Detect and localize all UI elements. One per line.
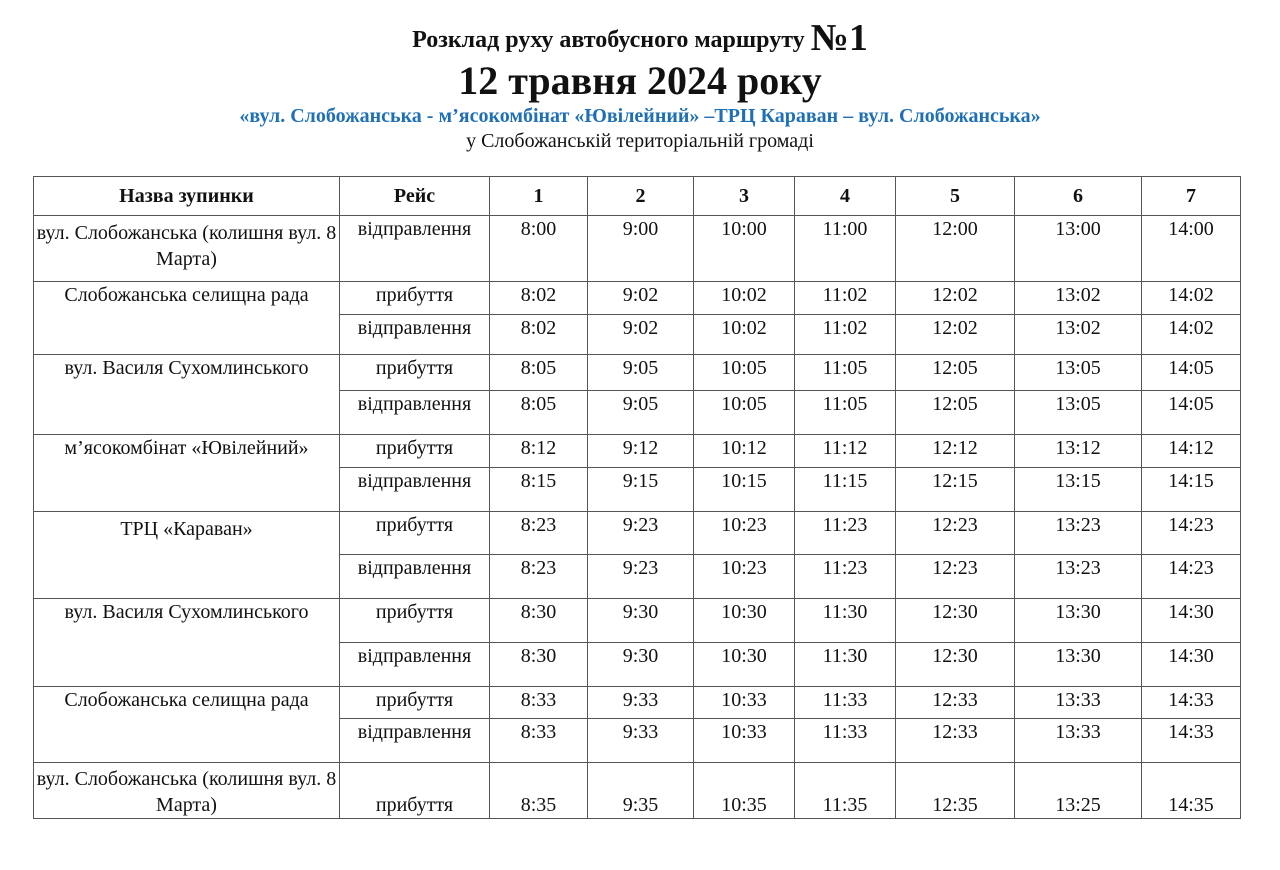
table-row bbox=[34, 763, 1241, 819]
time-cell: 13:23 bbox=[1015, 512, 1142, 555]
time-cell: 14:05 bbox=[1142, 391, 1241, 435]
header-trip-1: 1 bbox=[490, 177, 588, 216]
time-cell: 11:02 bbox=[795, 315, 896, 355]
time-cell: 10:33 bbox=[694, 719, 795, 763]
time-cell: 9:23 bbox=[588, 512, 694, 555]
time-cell: 14:33 bbox=[1142, 687, 1241, 719]
time-cell: 11:30 bbox=[795, 643, 896, 687]
time-cell: 13:00 bbox=[1015, 216, 1142, 282]
stop-name: вул. Василя Сухомлинського bbox=[34, 355, 340, 435]
time-cell: 10:05 bbox=[694, 355, 795, 391]
table-row bbox=[34, 282, 1241, 315]
time-cell: 11:23 bbox=[795, 512, 896, 555]
time-cell: 8:23 bbox=[490, 512, 588, 555]
stop-name: м’ясокомбінат «Ювілейний» bbox=[34, 435, 340, 512]
time-cell: 8:00 bbox=[490, 216, 588, 282]
time-cell: 11:33 bbox=[795, 719, 896, 763]
time-cell: 10:02 bbox=[694, 315, 795, 355]
trip-type: прибуття bbox=[340, 512, 490, 555]
time-cell: 8:30 bbox=[490, 599, 588, 643]
time-cell: 12:05 bbox=[896, 391, 1015, 435]
time-cell: 10:02 bbox=[694, 282, 795, 315]
table-header-row bbox=[34, 177, 1241, 216]
time-cell: 9:33 bbox=[588, 687, 694, 719]
time-cell: 9:30 bbox=[588, 643, 694, 687]
time-cell: 8:02 bbox=[490, 315, 588, 355]
trip-type: прибуття bbox=[340, 763, 490, 819]
time-cell: 14:35 bbox=[1142, 763, 1241, 819]
trip-type: відправлення bbox=[340, 643, 490, 687]
time-cell: 11:02 bbox=[795, 282, 896, 315]
trip-type: прибуття bbox=[340, 687, 490, 719]
time-cell: 13:05 bbox=[1015, 391, 1142, 435]
route-description: «вул. Слобожанська - м’ясокомбінат «Ювілейний» –ТРЦ Караван – вул. Слобожанська» bbox=[239, 105, 1041, 127]
community-subtitle: у Слобожанській територіальній громаді bbox=[466, 130, 814, 152]
time-cell: 12:00 bbox=[896, 216, 1015, 282]
trip-type: відправлення bbox=[340, 555, 490, 599]
time-cell: 13:30 bbox=[1015, 643, 1142, 687]
trip-type: відправлення bbox=[340, 315, 490, 355]
time-cell: 8:15 bbox=[490, 468, 588, 512]
time-cell: 12:23 bbox=[896, 512, 1015, 555]
table-row bbox=[34, 355, 1241, 391]
time-cell: 12:33 bbox=[896, 687, 1015, 719]
time-cell: 14:05 bbox=[1142, 355, 1241, 391]
time-cell: 10:30 bbox=[694, 643, 795, 687]
time-cell: 9:02 bbox=[588, 315, 694, 355]
time-cell: 10:30 bbox=[694, 599, 795, 643]
time-cell: 14:30 bbox=[1142, 599, 1241, 643]
time-cell: 9:00 bbox=[588, 216, 694, 282]
time-cell: 9:05 bbox=[588, 355, 694, 391]
time-cell: 8:05 bbox=[490, 391, 588, 435]
time-cell: 9:15 bbox=[588, 468, 694, 512]
time-cell: 10:15 bbox=[694, 468, 795, 512]
time-cell: 13:30 bbox=[1015, 599, 1142, 643]
time-cell: 11:35 bbox=[795, 763, 896, 819]
trip-type: прибуття bbox=[340, 355, 490, 391]
time-cell: 10:23 bbox=[694, 555, 795, 599]
time-cell: 9:30 bbox=[588, 599, 694, 643]
time-cell: 10:05 bbox=[694, 391, 795, 435]
time-cell: 12:02 bbox=[896, 282, 1015, 315]
time-cell: 9:33 bbox=[588, 719, 694, 763]
time-cell: 8:12 bbox=[490, 435, 588, 468]
time-cell: 14:02 bbox=[1142, 282, 1241, 315]
time-cell: 13:25 bbox=[1015, 763, 1142, 819]
header-trip-6: 6 bbox=[1015, 177, 1142, 216]
time-cell: 9:12 bbox=[588, 435, 694, 468]
header-trip-2: 2 bbox=[588, 177, 694, 216]
time-cell: 8:33 bbox=[490, 719, 588, 763]
header-stop-name: Назва зупинки bbox=[34, 177, 340, 216]
time-cell: 12:23 bbox=[896, 555, 1015, 599]
stop-name: вул. Слобожанська (колишня вул. 8 Марта) bbox=[34, 763, 340, 819]
stop-name: Слобожанська селищна рада bbox=[34, 687, 340, 763]
time-cell: 8:33 bbox=[490, 687, 588, 719]
time-cell: 9:05 bbox=[588, 391, 694, 435]
time-cell: 12:30 bbox=[896, 599, 1015, 643]
time-cell: 8:05 bbox=[490, 355, 588, 391]
time-cell: 13:12 bbox=[1015, 435, 1142, 468]
time-cell: 9:35 bbox=[588, 763, 694, 819]
time-cell: 11:00 bbox=[795, 216, 896, 282]
time-cell: 12:05 bbox=[896, 355, 1015, 391]
time-cell: 14:02 bbox=[1142, 315, 1241, 355]
time-cell: 14:30 bbox=[1142, 643, 1241, 687]
schedule-title bbox=[0, 18, 1280, 60]
stop-name: Слобожанська селищна рада bbox=[34, 282, 340, 355]
time-cell: 11:23 bbox=[795, 555, 896, 599]
time-cell: 13:15 bbox=[1015, 468, 1142, 512]
schedule-date: 12 травня 2024 року bbox=[458, 58, 822, 103]
time-cell: 10:00 bbox=[694, 216, 795, 282]
time-cell: 9:02 bbox=[588, 282, 694, 315]
time-cell: 11:12 bbox=[795, 435, 896, 468]
trip-type: відправлення bbox=[340, 216, 490, 282]
trip-type: прибуття bbox=[340, 282, 490, 315]
time-cell: 14:23 bbox=[1142, 512, 1241, 555]
schedule-table bbox=[33, 176, 1241, 819]
time-cell: 11:05 bbox=[795, 391, 896, 435]
header-trip-3: 3 bbox=[694, 177, 795, 216]
trip-type: відправлення bbox=[340, 719, 490, 763]
table-body bbox=[34, 216, 1241, 819]
trip-type: прибуття bbox=[340, 435, 490, 468]
time-cell: 12:30 bbox=[896, 643, 1015, 687]
stop-name: вул. Василя Сухомлинського bbox=[34, 599, 340, 687]
time-cell: 14:33 bbox=[1142, 719, 1241, 763]
schedule-title-text: Розклад руху автобусного маршруту bbox=[412, 27, 811, 53]
time-cell: 10:12 bbox=[694, 435, 795, 468]
time-cell: 12:33 bbox=[896, 719, 1015, 763]
table-row bbox=[34, 435, 1241, 468]
time-cell: 11:30 bbox=[795, 599, 896, 643]
header-trip-type: Рейс bbox=[340, 177, 490, 216]
time-cell: 13:33 bbox=[1015, 687, 1142, 719]
time-cell: 10:35 bbox=[694, 763, 795, 819]
header-trip-4: 4 bbox=[795, 177, 896, 216]
time-cell: 13:33 bbox=[1015, 719, 1142, 763]
stop-name: вул. Слобожанська (колишня вул. 8 Марта) bbox=[34, 216, 340, 282]
time-cell: 11:05 bbox=[795, 355, 896, 391]
time-cell: 12:15 bbox=[896, 468, 1015, 512]
header-trip-5: 5 bbox=[896, 177, 1015, 216]
time-cell: 12:35 bbox=[896, 763, 1015, 819]
trip-type: відправлення bbox=[340, 391, 490, 435]
table-row bbox=[34, 216, 1241, 282]
trip-type: прибуття bbox=[340, 599, 490, 643]
time-cell: 13:02 bbox=[1015, 282, 1142, 315]
time-cell: 9:23 bbox=[588, 555, 694, 599]
time-cell: 13:23 bbox=[1015, 555, 1142, 599]
time-cell: 11:33 bbox=[795, 687, 896, 719]
time-cell: 11:15 bbox=[795, 468, 896, 512]
route-number: №1 bbox=[810, 17, 868, 59]
time-cell: 14:15 bbox=[1142, 468, 1241, 512]
time-cell: 13:02 bbox=[1015, 315, 1142, 355]
time-cell: 8:02 bbox=[490, 282, 588, 315]
time-cell: 13:05 bbox=[1015, 355, 1142, 391]
table-row bbox=[34, 599, 1241, 643]
time-cell: 12:12 bbox=[896, 435, 1015, 468]
time-cell: 8:23 bbox=[490, 555, 588, 599]
table-row bbox=[34, 687, 1241, 719]
header-trip-7: 7 bbox=[1142, 177, 1241, 216]
time-cell: 14:12 bbox=[1142, 435, 1241, 468]
time-cell: 14:23 bbox=[1142, 555, 1241, 599]
time-cell: 12:02 bbox=[896, 315, 1015, 355]
trip-type: відправлення bbox=[340, 468, 490, 512]
time-cell: 8:35 bbox=[490, 763, 588, 819]
table-row bbox=[34, 512, 1241, 555]
time-cell: 10:33 bbox=[694, 687, 795, 719]
time-cell: 10:23 bbox=[694, 512, 795, 555]
stop-name: ТРЦ «Караван» bbox=[34, 512, 340, 599]
time-cell: 14:00 bbox=[1142, 216, 1241, 282]
time-cell: 8:30 bbox=[490, 643, 588, 687]
